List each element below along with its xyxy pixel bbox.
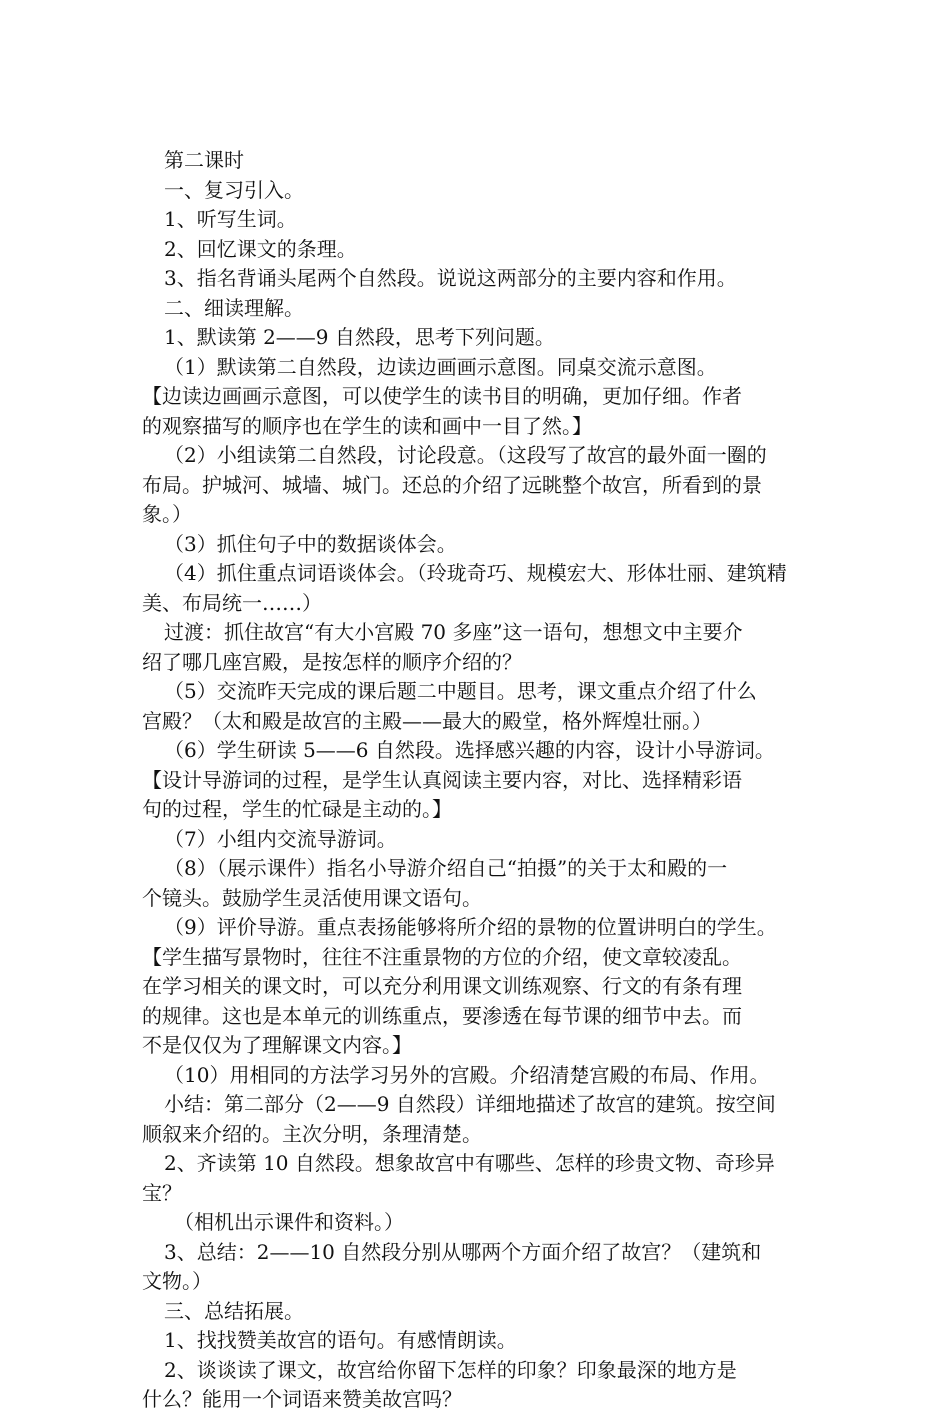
text-line: （2）小组读第二自然段，讨论段意。（这段写了故宫的最外面一圈的: [164, 443, 767, 467]
text-line: 第二课时: [164, 148, 244, 172]
text-line: （1）默读第二自然段，边读边画画示意图。同桌交流示意图。: [164, 354, 717, 379]
text-line: （4）抓住重点词语谈体会。（玲珑奇巧、规模宏大、形体壮丽、建筑精: [164, 561, 787, 585]
text-line: 1、听写生词。: [164, 207, 297, 231]
text-line: 2、回忆课文的条理。: [164, 236, 357, 261]
text-line: 的规律。这也是本单元的训练重点，要渗透在每节课的细节中去。而: [142, 1003, 742, 1028]
text-line: 过渡：抓住故宫“有大小宫殿 70 多座”这一语句，想想文中主要介: [164, 620, 743, 644]
text-line: 2、谈谈读了课文，故宫给你留下怎样的印象？印象最深的地方是: [164, 1357, 737, 1382]
text-line: 布局。护城河、城墙、城门。还总的介绍了远眺整个故宫，所看到的景: [142, 472, 762, 497]
text-line: 在学习相关的课文时，可以充分利用课文训练观察、行文的有条有理: [142, 974, 742, 998]
text-line: 小结：第二部分（2——9 自然段）详细地描述了故宫的建筑。按空间: [164, 1092, 776, 1116]
text-line: （10）用相同的方法学习另外的宫殿。介绍清楚宫殿的布局、作用。: [164, 1062, 770, 1087]
text-line: （6）学生研读 5——6 自然段。选择感兴趣的内容，设计小导游词。: [164, 738, 775, 762]
text-line: 绍了哪几座宫殿，是按怎样的顺序介绍的？: [142, 649, 522, 674]
text-line: 不是仅仅为了理解课文内容。】: [142, 1033, 412, 1057]
text-line: 宝？: [142, 1180, 182, 1205]
text-line: 【边读边画画示意图，可以使学生的读书目的明确，更加仔细。作者: [142, 384, 742, 408]
text-line: 美、布局统一……）: [142, 590, 322, 615]
text-line: 【学生描写景物时，往往不注重景物的方位的介绍，使文章较凌乱。: [142, 944, 742, 969]
text-line: （相机出示课件和资料。）: [174, 1210, 404, 1234]
text-line: 三、总结拓展。: [164, 1298, 304, 1323]
text-line: 象。）: [142, 502, 192, 526]
text-line: （8）（展示课件）指名小导游介绍自己“拍摄”的关于太和殿的一: [164, 856, 728, 880]
text-line: 顺叙来介绍的。主次分明，条理清楚。: [142, 1121, 482, 1146]
text-line: 【设计导游词的过程，是学生认真阅读主要内容，对比、选择精彩语: [142, 767, 742, 792]
text-line: 的观察描写的顺序也在学生的读和画中一目了然。】: [142, 413, 592, 438]
text-line: 1、默读第 2——9 自然段，思考下列问题。: [164, 325, 555, 349]
text-line: （7）小组内交流导游词。: [164, 826, 397, 851]
text-line: 一、复习引入。: [164, 177, 304, 202]
text-line: 2、齐读第 10 自然段。想象故宫中有哪些、怎样的珍贵文物、奇珍异: [164, 1151, 775, 1175]
text-line: 什么？能用一个词语来赞美故宫吗？: [142, 1387, 462, 1411]
text-line: （3）抓住句子中的数据谈体会。: [164, 531, 457, 556]
document-body: [142, 146, 812, 1415]
text-line: 二、细读理解。: [164, 295, 304, 320]
text-line: 1、找找赞美故宫的语句。有感情朗读。: [164, 1328, 517, 1352]
text-line: （5）交流昨天完成的课后题二中题目。思考，课文重点介绍了什么: [164, 679, 757, 703]
text-line: 3、总结：2——10 自然段分别从哪两个方面介绍了故宫？（建筑和: [164, 1239, 762, 1264]
text-line: 个镜头。鼓励学生灵活使用课文语句。: [142, 885, 482, 910]
text-line: 句的过程，学生的忙碌是主动的。】: [142, 797, 452, 821]
text-line: （9）评价导游。重点表扬能够将所介绍的景物的位置讲明白的学生。: [164, 915, 777, 939]
text-line: 宫殿？（太和殿是故宫的主殿——最大的殿堂，格外辉煌壮丽。）: [142, 708, 712, 733]
text-line: 3、指名背诵头尾两个自然段。说说这两部分的主要内容和作用。: [164, 266, 737, 290]
text-line: 文物。）: [142, 1269, 212, 1293]
